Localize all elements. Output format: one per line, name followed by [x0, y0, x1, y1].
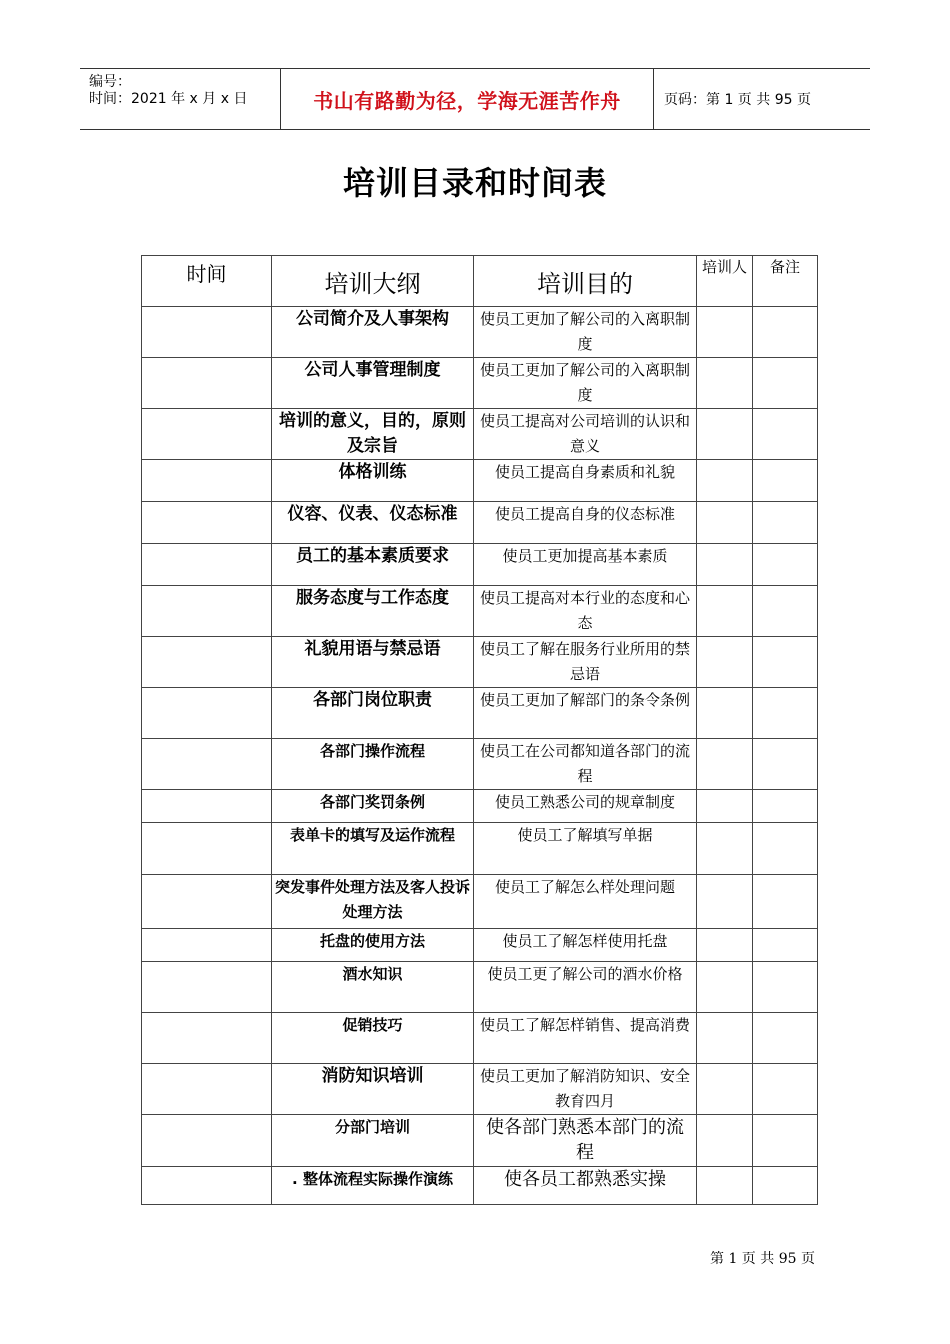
time-cell: [142, 688, 272, 739]
remarks-cell: [753, 502, 818, 544]
outline-cell: 培训的意义，目的，原则及宗旨: [272, 409, 474, 460]
remarks-cell: [753, 544, 818, 586]
table-header-row: [142, 256, 818, 307]
time-cell: [142, 1167, 272, 1205]
header-remarks: 备注: [753, 256, 818, 307]
trainer-cell: [697, 544, 753, 586]
table-row: [142, 688, 818, 739]
remarks-cell: [753, 409, 818, 460]
purpose-cell: 使员工了解怎么样处理问题: [474, 875, 697, 929]
table-row: [142, 823, 818, 875]
outline-cell: 突发事件处理方法及客人投诉处理方法: [272, 875, 474, 929]
outline-cell: 礼貌用语与禁忌语: [272, 637, 474, 688]
time-cell: [142, 790, 272, 823]
purpose-cell: 使员工提高对本行业的态度和心态: [474, 586, 697, 637]
outline-cell: 公司人事管理制度: [272, 358, 474, 409]
outline-cell: 各部门岗位职责: [272, 688, 474, 739]
outline-cell: 公司简介及人事架构: [272, 307, 474, 358]
time-cell: [142, 875, 272, 929]
trainer-cell: [697, 1115, 753, 1167]
table-row: [142, 929, 818, 962]
purpose-cell: 使员工提高自身素质和礼貌: [474, 460, 697, 502]
remarks-cell: [753, 307, 818, 358]
outline-cell: 各部门操作流程: [272, 739, 474, 790]
time-cell: [142, 358, 272, 409]
remarks-cell: [753, 1064, 818, 1115]
table-row: [142, 637, 818, 688]
purpose-cell: 使员工了解在服务行业所用的禁忌语: [474, 637, 697, 688]
outline-cell: 表单卡的填写及运作流程: [272, 823, 474, 875]
training-schedule-table: [141, 255, 818, 1205]
outline-cell: . 整体流程实际操作演练: [272, 1167, 474, 1205]
outline-cell: 分部门培训: [272, 1115, 474, 1167]
time-cell: [142, 502, 272, 544]
table-row: [142, 1167, 818, 1205]
time-cell: [142, 307, 272, 358]
table-row: [142, 307, 818, 358]
outline-cell: 体格训练: [272, 460, 474, 502]
motto-text: 书山有路勤为径，学海无涯苦作舟: [313, 88, 621, 113]
outline-cell: 服务态度与工作态度: [272, 586, 474, 637]
time-cell: [142, 1115, 272, 1167]
outline-cell: 各部门奖罚条例: [272, 790, 474, 823]
purpose-cell: 使员工熟悉公司的规章制度: [474, 790, 697, 823]
trainer-cell: [697, 637, 753, 688]
outline-cell: 员工的基本素质要求: [272, 544, 474, 586]
remarks-cell: [753, 460, 818, 502]
purpose-cell: 使员工更加了解部门的条令条例: [474, 688, 697, 739]
table-row: [142, 1013, 818, 1064]
trainer-cell: [697, 502, 753, 544]
trainer-cell: [697, 409, 753, 460]
table-row: [142, 1115, 818, 1167]
table-row: [142, 1064, 818, 1115]
trainer-cell: [697, 1013, 753, 1064]
table-row: [142, 790, 818, 823]
purpose-cell: 使员工更了解公司的酒水价格: [474, 962, 697, 1013]
time-cell: [142, 544, 272, 586]
header-motto-cell: [281, 69, 654, 129]
trainer-cell: [697, 460, 753, 502]
time-cell: [142, 1013, 272, 1064]
table-row: [142, 358, 818, 409]
trainer-cell: [697, 875, 753, 929]
table-row: [142, 586, 818, 637]
outline-cell: 促销技巧: [272, 1013, 474, 1064]
time-cell: [142, 739, 272, 790]
time-cell: [142, 1064, 272, 1115]
purpose-cell: 使员工了解怎样销售、提高消费: [474, 1013, 697, 1064]
purpose-cell: 使员工更加了解公司的入离职制度: [474, 307, 697, 358]
header-page-cell: [654, 69, 870, 129]
outline-cell: 酒水知识: [272, 962, 474, 1013]
purpose-cell: 使员工更加提高基本素质: [474, 544, 697, 586]
table-row: [142, 739, 818, 790]
outline-cell: 消防知识培训: [272, 1064, 474, 1115]
trainer-cell: [697, 1064, 753, 1115]
trainer-cell: [697, 688, 753, 739]
table-row: [142, 502, 818, 544]
purpose-cell: 使员工提高自身的仪态标准: [474, 502, 697, 544]
header-outline: 培训大纲: [272, 256, 474, 307]
remarks-cell: [753, 790, 818, 823]
header-time: 时间: [142, 256, 272, 307]
outline-cell: 仪容、仪表、仪态标准: [272, 502, 474, 544]
table-row: [142, 875, 818, 929]
purpose-cell: 使员工了解怎样使用托盘: [474, 929, 697, 962]
remarks-cell: [753, 1167, 818, 1205]
remarks-cell: [753, 1115, 818, 1167]
table-row: [142, 544, 818, 586]
outline-cell: 托盘的使用方法: [272, 929, 474, 962]
document-time-label: 时间：2021 年 x 月 x 日: [89, 91, 248, 107]
trainer-cell: [697, 823, 753, 875]
table-row: [142, 409, 818, 460]
time-cell: [142, 962, 272, 1013]
header-info-cell: [80, 69, 281, 129]
remarks-cell: [753, 823, 818, 875]
remarks-cell: [753, 1013, 818, 1064]
trainer-cell: [697, 1167, 753, 1205]
purpose-cell: 使员工提高对公司培训的认识和意义: [474, 409, 697, 460]
purpose-cell: 使员工更加了解消防知识、安全教育四月: [474, 1064, 697, 1115]
page-footer: 第 1 页 共 95 页: [710, 1251, 815, 1267]
table-row: [142, 460, 818, 502]
trainer-cell: [697, 739, 753, 790]
purpose-cell: 使各部门熟悉本部门的流程: [474, 1115, 697, 1167]
trainer-cell: [697, 586, 753, 637]
page-number-label: 页码：第 1 页 共 95 页: [664, 92, 811, 108]
trainer-cell: [697, 307, 753, 358]
remarks-cell: [753, 688, 818, 739]
time-cell: [142, 460, 272, 502]
purpose-cell: 使员工了解填写单据: [474, 823, 697, 875]
remarks-cell: [753, 739, 818, 790]
page-header: [80, 68, 870, 130]
trainer-cell: [697, 962, 753, 1013]
time-cell: [142, 586, 272, 637]
table-row: [142, 962, 818, 1013]
time-cell: [142, 409, 272, 460]
remarks-cell: [753, 358, 818, 409]
trainer-cell: [697, 358, 753, 409]
time-cell: [142, 823, 272, 875]
header-trainer: 培训人: [697, 256, 753, 307]
remarks-cell: [753, 929, 818, 962]
remarks-cell: [753, 875, 818, 929]
purpose-cell: 使各员工都熟悉实操: [474, 1167, 697, 1205]
document-number-label: 编号：: [89, 74, 131, 90]
remarks-cell: [753, 637, 818, 688]
time-cell: [142, 929, 272, 962]
purpose-cell: 使员工更加了解公司的入离职制度: [474, 358, 697, 409]
trainer-cell: [697, 929, 753, 962]
trainer-cell: [697, 790, 753, 823]
purpose-cell: 使员工在公司都知道各部门的流程: [474, 739, 697, 790]
remarks-cell: [753, 962, 818, 1013]
time-cell: [142, 637, 272, 688]
header-purpose: 培训目的: [474, 256, 697, 307]
page-title: 培训目录和时间表: [342, 164, 607, 202]
remarks-cell: [753, 586, 818, 637]
